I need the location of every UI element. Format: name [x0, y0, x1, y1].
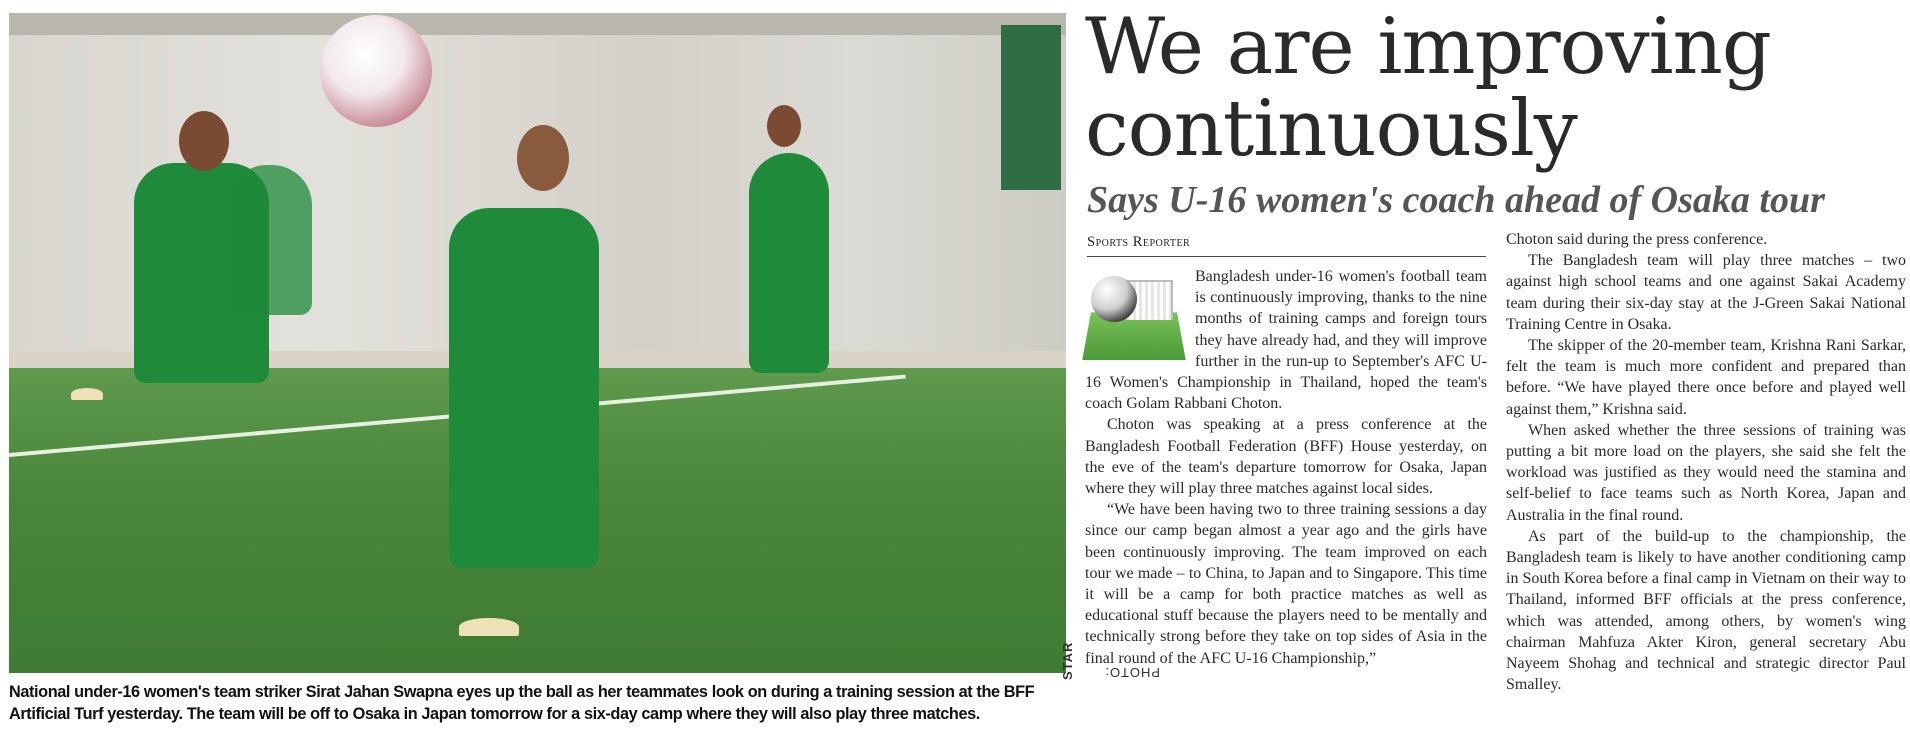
paragraph: As part of the build-up to the championship, the Bangladesh team is likely to have another conditioning camp in South Korea before a final camp in Vietnam on their way to Thailand, informed BFF officials at the press conference, which was attended, among others, by women's wing chairman Mahfuza Akter Kiron, general secretary Abu Nayeem Shohag and technical and strategic director Paul Smalley.: [1506, 527, 1906, 694]
training-cone: [71, 388, 103, 400]
player-background: [227, 165, 312, 315]
paragraph: The skipper of the 20-member team, Krishna Rani Sarkar, felt the team is much more confident and prepared than before. “We have played there once before and played well against them,” Krishna said.: [1506, 337, 1906, 418]
player-right: [749, 153, 829, 373]
byline-rule: [1087, 256, 1486, 257]
article-column-1: [1085, 266, 1487, 669]
photo-credit-source: STAR: [1060, 641, 1075, 680]
football-section-icon: [1085, 268, 1183, 366]
paragraph: “We have been having two to three training sessions a day since our camp began almost a year ago and the girls have been continuously improving. The team improved on each tour we made – to China, to Japan and to Singapore. This time it will be a camp for both practice matches as well as educational stuff because the players need to be mentally and technically strong before they take on top sides of Asia in the final round of the AFC U-16 Championship,”: [1085, 501, 1487, 667]
paragraph: When asked whether the three sessions of training was putting a bit more load on the players, she said she felt the workload was justified as they would need the stamina and self-belief to face teams such as North Korea, Japan and Australia in the final round.: [1506, 421, 1906, 524]
headline-line-2: continuously: [1085, 84, 1577, 174]
player-center-head: [517, 125, 569, 191]
green-door-panel: [1001, 25, 1061, 190]
paragraph: Bangladesh under-16 women's football team is continuously improving, thanks to the nine months of training camps and foreign tours they have already had, and they will improve further in the run-up to September's AFC U-16 Women's Championship in Thailand, hoped the team's coach Golam Rabbani Choton.: [1085, 268, 1487, 413]
player-center: [449, 208, 599, 568]
subheadline: Says U-16 women's coach ahead of Osaka tour: [1087, 179, 1825, 221]
article-column-2: [1506, 229, 1906, 695]
headline-line-1: We are improving: [1085, 2, 1771, 92]
football: [320, 15, 432, 127]
paragraph: The Bangladesh team will play three matches – two against high school teams and one against Sakai Academy team during their six-day stay at the J-Green Sakai National Training Centre in Osaka.: [1506, 252, 1906, 333]
photo-caption: National under-16 women's team striker Sirat Jahan Swapna eyes up the ball as her teammates look on during a training session at the BFF Artificial Turf yesterday. The team will be off to Osaka in Japan tomorrow for a six-day camp where they will also play three matches.: [9, 683, 1035, 723]
player-left-head: [179, 111, 229, 171]
training-cone: [459, 618, 519, 636]
paragraph: Choton was speaking at a press conference at the Bangladesh Football Federation (BFF) House yesterday, on the eve of the team's departure tomorrow for Osaka, Japan where they will play three matches against local sides.: [1085, 416, 1487, 498]
byline: Sports Reporter: [1087, 234, 1191, 250]
training-photo: [9, 13, 1066, 673]
wall-top-edge: [9, 13, 1066, 35]
photo-credit: [1060, 580, 1160, 680]
photo-credit-label: PHOTO:: [1104, 665, 1160, 680]
paragraph: Choton said during the press conference.: [1506, 231, 1768, 248]
player-right-head: [767, 105, 801, 147]
headline: [1085, 2, 1905, 174]
